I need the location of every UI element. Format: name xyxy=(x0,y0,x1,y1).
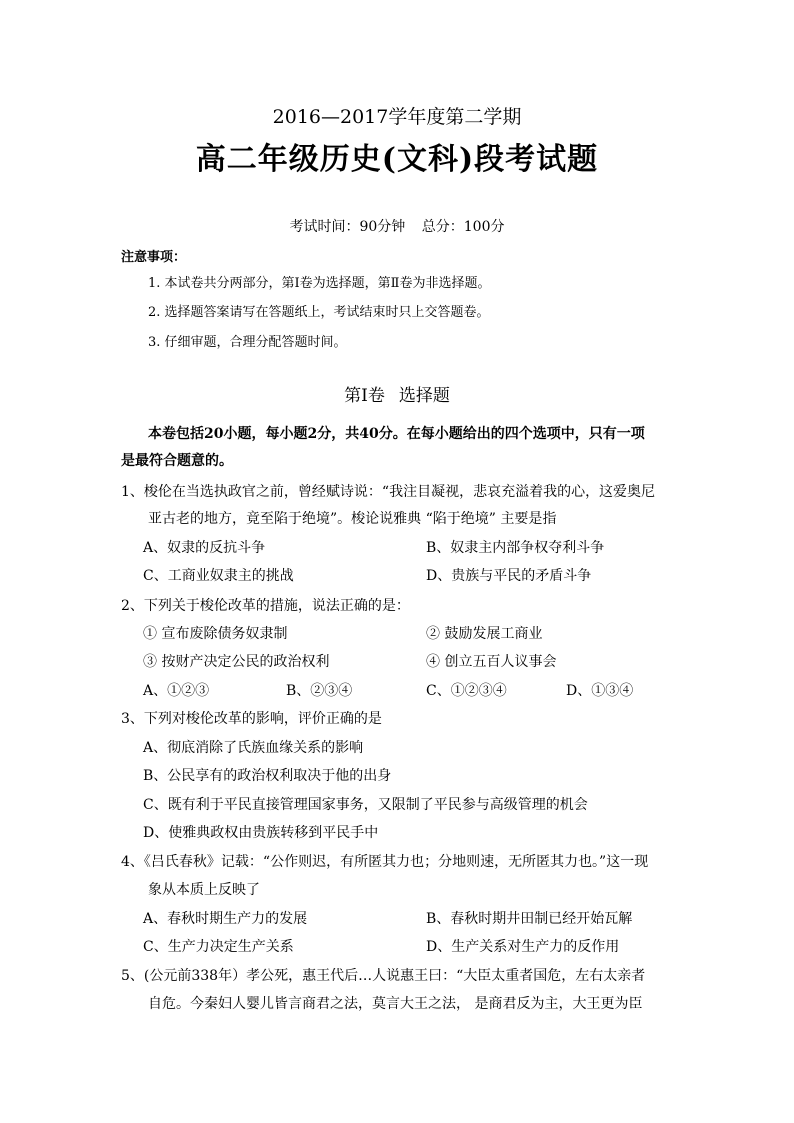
question-stem: 1、梭伦在当选执政官之前，曾经赋诗说：“我注目凝视，悲哀充溢着我的心，这爱奥尼 xyxy=(121,484,656,500)
notice-item: 1. 本试卷共分两部分，第Ⅰ卷为选择题，第Ⅱ卷为非选择题。 xyxy=(148,276,491,291)
notice-item: 2. 选择题答案请写在答题纸上，考试结束时只上交答题卷。 xyxy=(148,305,490,320)
section-intro: 本卷包括20小题，每小题2分，共40分。在每小题给出的四个选项中，只有一项 xyxy=(148,426,645,442)
question-stem: 象从本质上反映了 xyxy=(148,882,260,898)
option-d: D、生产关系对生产力的反作用 xyxy=(426,939,620,955)
section-name: 第Ⅰ卷 xyxy=(344,386,385,406)
option-b: B、公民享有的政治权利取决于他的出身 xyxy=(143,768,392,784)
option-d: D、贵族与平民的矛盾斗争 xyxy=(426,568,592,584)
option-c: C、生产力决定生产关系 xyxy=(143,939,294,955)
option-c: C、①②③④ xyxy=(426,683,507,699)
statement-item: ② 鼓励发展工商业 xyxy=(426,626,543,642)
question-stem: 亚古老的地方，竟至陷于绝境”。梭论说雅典 “陷于绝境” 主要是指 xyxy=(148,511,557,527)
option-a: A、彻底消除了氏族血缘关系的影响 xyxy=(143,740,364,756)
option-b: B、奴隶主内部争权夺利斗争 xyxy=(426,540,605,556)
option-c: C、工商业奴隶主的挑战 xyxy=(143,568,294,584)
question-stem: 2、下列关于梭伦改革的措施，说法正确的是： xyxy=(121,598,410,614)
question-stem: 自危。今秦妇人婴儿皆言商君之法，莫言大王之法， 是商君反为主，大王更为臣 xyxy=(148,996,643,1012)
statement-item: ① 宣布废除债务奴隶制 xyxy=(143,626,288,642)
question-stem: 3、下列对梭伦改革的影响，评价正确的是 xyxy=(121,711,382,727)
page-title: 高二年级历史(文科)段考试题 xyxy=(195,142,599,177)
exam-time: 考试时间：90分钟 xyxy=(289,219,406,235)
exam-info xyxy=(0,217,794,237)
option-d: D、使雅典政权由贵族转移到平民手中 xyxy=(143,825,379,841)
question-stem: 4、《吕氏春秋》记载：“公作则迟，有所匿其力也；分地则速，无所匿其力也。”这一现 xyxy=(121,854,649,870)
section-subtitle: 选择题 xyxy=(398,386,450,406)
question-stem: 5、(公元前338年）孝公死，惠王代后…人说惠王曰：“大臣太重者国危，左右太亲者 xyxy=(121,968,646,984)
statement-item: ④ 创立五百人议事会 xyxy=(426,654,557,670)
section-title xyxy=(0,384,794,408)
notice-item: 3. 仔细审题，合理分配答题时间。 xyxy=(148,335,347,350)
statement-item: ③ 按财产决定公民的政治权利 xyxy=(143,654,330,670)
option-a: A、春秋时期生产力的发展 xyxy=(143,911,308,927)
notice-heading: 注意事项： xyxy=(121,250,187,265)
term-heading: 2016—2017学年度第二学期 xyxy=(272,106,522,128)
option-d: D、①③④ xyxy=(566,683,634,699)
option-b: B、②③④ xyxy=(286,683,353,699)
option-b: B、春秋时期井田制已经开始瓦解 xyxy=(426,911,633,927)
exam-score: 总分：100分 xyxy=(421,219,505,235)
option-c: C、既有利于平民直接管理国家事务，又限制了平民参与高级管理的机会 xyxy=(143,797,588,813)
option-a: A、①②③ xyxy=(143,683,210,699)
option-a: A、奴隶的反抗斗争 xyxy=(143,540,266,556)
section-intro: 是最符合题意的。 xyxy=(121,453,233,469)
